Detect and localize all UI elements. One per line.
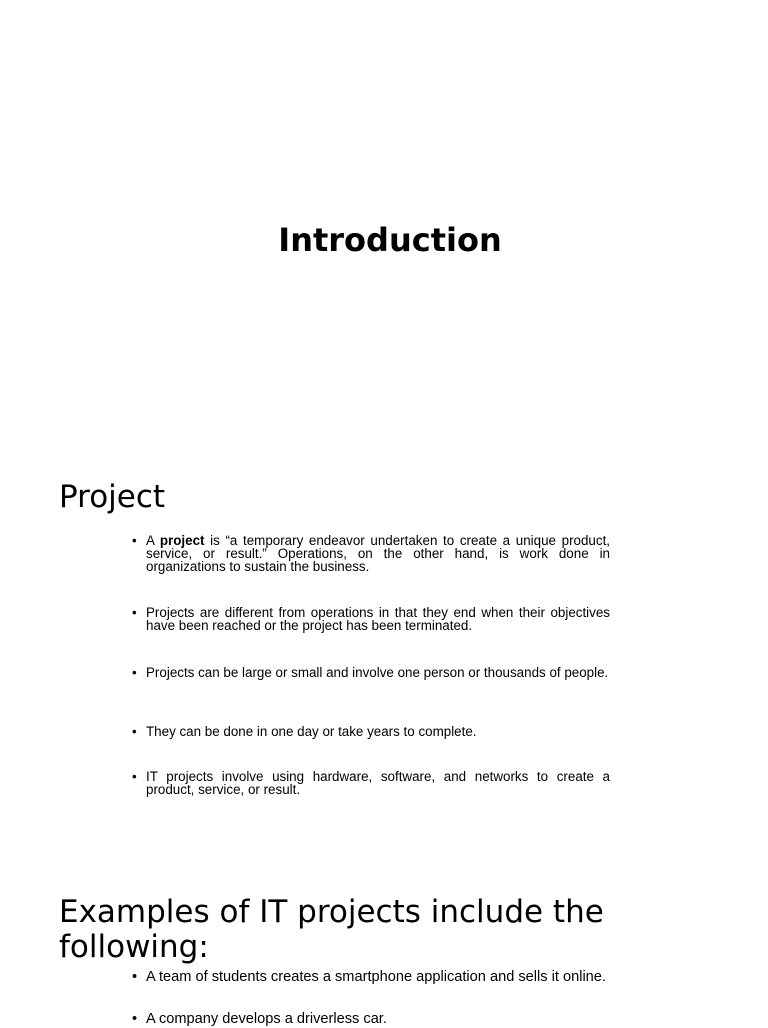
examples-heading: Examples of IT projects include the following: <box>59 894 604 965</box>
example-smartphone-app-bullet: • A team of students creates a smartphone application and sells it online. <box>146 969 610 986</box>
project-vs-operations-bullet: • Projects are different from operations in that they end when their objectives have been reached or the project has been terminated. <box>146 606 610 632</box>
it-projects-bullet: • IT projects involve using hardware, software, and networks to create a product, service, or result. <box>146 770 610 796</box>
project-size-bullet: • Projects can be large or small and involve one person or thousands of people. <box>146 666 610 679</box>
bullet-text-suffix: is “a temporary endeavor undertaken to create a unique product, service, or result.” Operations, on the other hand, is work done in organizations to sustain the business. <box>146 533 611 575</box>
example-driverless-car-bullet: • A company develops a driverless car. <box>146 1011 610 1028</box>
project-definition-bullet <box>146 534 610 574</box>
bullet-text-prefix: A <box>146 533 160 548</box>
project-heading: Project <box>59 479 166 515</box>
project-duration-bullet: • They can be done in one day or take years to complete. <box>146 725 610 738</box>
slide-title: Introduction <box>278 221 502 259</box>
project-keyword: project <box>159 533 205 548</box>
